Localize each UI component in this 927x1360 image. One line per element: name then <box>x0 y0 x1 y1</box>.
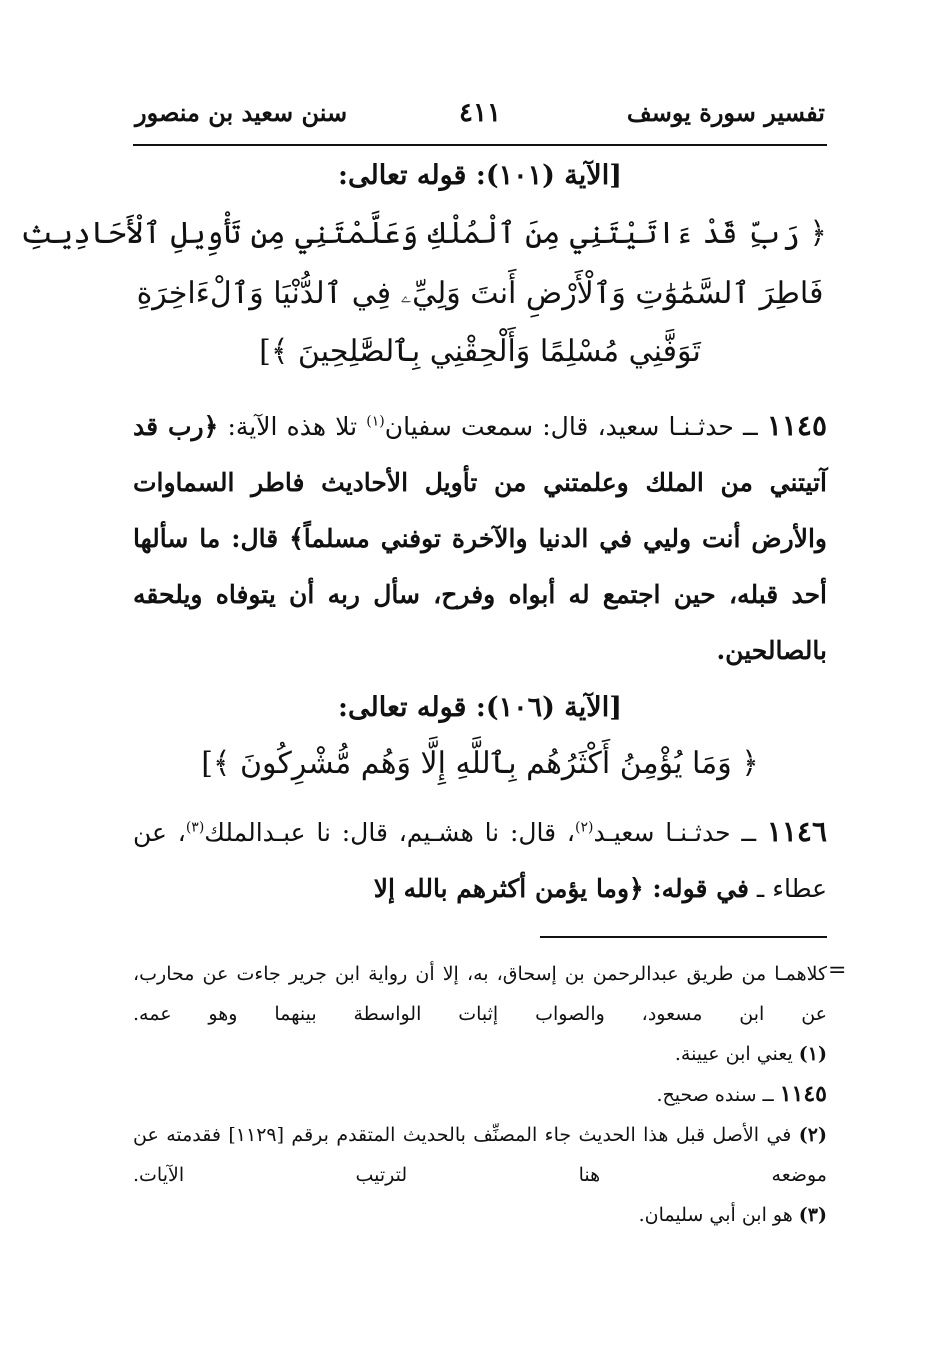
footnote-text: ــ سنده صحيح. <box>656 1084 780 1106</box>
hadith-text: ، عن عطاء ـ <box>133 818 827 903</box>
book-section-title: تفسير سورة يوسف <box>626 98 825 127</box>
hadith-number: ١١٤٦ <box>766 815 827 848</box>
footnote-marker: (١) <box>798 1043 827 1065</box>
verse-101-heading: [الآية (١٠١): قوله تعالى: <box>338 160 622 191</box>
quran-verse-line-3: تَوَفَّنِي مُسْلِمًا وَأَلْحِقْنِي بِٱلصَّٰلِحِينَ ﴾] <box>259 334 701 369</box>
quran-verse-106: ﴿ وَمَا يُؤْمِنُ أَكْثَرُهُم بِٱللَّهِ إِلَّا وَهُم مُّشْرِكُونَ ﴾] <box>201 746 759 781</box>
hadith-1145 <box>133 398 827 679</box>
verse-106-heading: [الآية (١٠٦): قوله تعالى: <box>338 692 622 723</box>
quran-verse-line-1: ﴿ رَبِّ قَدْ ءَاتَيْتَنِي مِنَ ٱلْمُلْكِ وَعَلَّمْتَنِي مِن تَأْوِيلِ ٱلْأَحَادِيثِ <box>20 216 827 251</box>
footnote-marker: (٣) <box>798 1204 827 1226</box>
page-number: ٤١١ <box>459 98 501 128</box>
footnote-marker: (٢) <box>798 1124 827 1146</box>
page-header <box>133 98 827 146</box>
footnote-text: يعني ابن عيينة. <box>674 1043 799 1065</box>
hadith-bold-text: في قوله: ﴿وما يؤمن أكثرهم بالله إلا <box>373 874 749 903</box>
footnote-1 <box>133 1034 827 1074</box>
hadith-text: ، قال: نا هشـيم، قال: نا عبـدالملك <box>204 818 575 847</box>
footnote-continuation: كلاهمـا من طريق عبدالرحمن بن إسحاق، به، إلا أن رواية ابن جرير جاءت عن محارب، عن ابن مسعود، والصواب إثبات الواسطة بينهما وهو عمه. <box>133 963 827 1025</box>
hadith-text: تلا هذه الآية: <box>218 412 367 441</box>
footnote-hadith-number: ١١٤٥ <box>779 1081 827 1107</box>
continuation-mark: = <box>828 958 847 983</box>
footnotes <box>133 954 827 1235</box>
footnote-ref: (١) <box>366 413 385 430</box>
hadith-text: ــ حدثـنـا سعيد، قال: سمعت سفيان <box>384 412 767 441</box>
footnote-verdict-1145 <box>133 1074 827 1115</box>
footnote-text: في الأصل قبل هذا الحديث جاء المصنِّف بالحديث المتقدم برقم [١١٢٩] فقدمته عن موضعه هنا لترتيب الآيات. <box>133 1124 827 1186</box>
book-title: سنن سعيد بن منصور <box>135 98 348 127</box>
footnote-2 <box>133 1115 827 1195</box>
footnote-ref: (٣) <box>185 819 205 836</box>
footnote-ref: (٢) <box>574 819 594 836</box>
hadith-text: ــ حدثـنـا سعيـد <box>593 818 767 847</box>
quran-verse-line-2: فَاطِرَ ٱلسَّمَٰوَٰتِ وَٱلْأَرْضِ أَنتَ وَلِيِّۦ فِي ٱلدُّنْيَا وَٱلْءَاخِرَةِ <box>136 276 824 311</box>
hadith-bold-text: ﴿رب قد آتيتني من الملك وعلمتني من تأويل الأحاديث فاطر السماوات والأرض أنت وليي في الدنيا والآخرة توفني مسلماً﴾ قال: ما سألها أحد قبله، حين اجتمع له أبواه وفرح، سأل ربه أن يتوفاه ويلحقه بالصالحين. <box>133 412 827 665</box>
footnote-text: هو ابن أبي سليمان. <box>638 1204 799 1226</box>
hadith-number: ١١٤٥ <box>766 409 827 442</box>
footnote-3 <box>133 1195 827 1235</box>
footnote-separator <box>540 936 827 938</box>
hadith-1146 <box>133 804 827 917</box>
